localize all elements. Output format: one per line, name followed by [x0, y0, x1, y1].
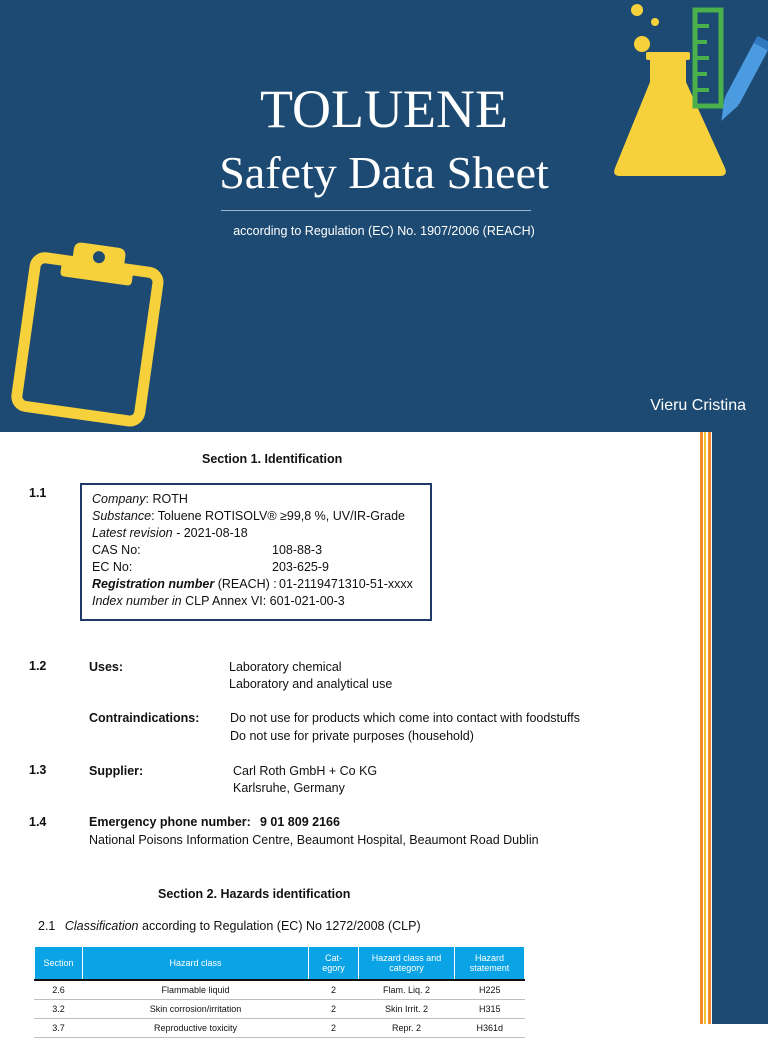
item-number-1-3: 1.3 — [29, 763, 47, 777]
side-panel — [712, 432, 768, 1024]
identification-box — [80, 483, 432, 621]
substance-label: Substance — [92, 509, 152, 523]
cell-hazard-class: Skin corrosion/irritation — [83, 1000, 309, 1019]
cell-class-and-category: Flam. Liq. 2 — [359, 980, 455, 1000]
cell-section: 2.6 — [35, 980, 83, 1000]
revision-label: Latest revision - — [92, 526, 181, 540]
index-label: Index number in — [92, 594, 182, 608]
company-value: : ROTH — [145, 492, 188, 506]
contraindications-label: Contraindications: — [89, 711, 200, 725]
uses-value-2: Laboratory and analytical use — [229, 677, 393, 691]
emergency-label: Emergency phone number: — [89, 815, 251, 829]
content-slide — [0, 432, 768, 1033]
supplier-value-1: Carl Roth GmbH + Co KG — [233, 764, 378, 778]
cas-value: 108-88-3 — [272, 543, 323, 557]
subtitle: according to Regulation (EC) No. 1907/2006 (REACH) — [233, 224, 535, 238]
title-slide — [0, 0, 768, 432]
supplier-label: Supplier: — [89, 764, 144, 778]
registration-suffix: (REACH) : — [214, 577, 277, 591]
cell-section: 3.7 — [35, 1019, 83, 1038]
contraindications-value-2: Do not use for private purposes (household) — [230, 729, 474, 743]
revision-value: 2021-08-18 — [180, 526, 248, 540]
cell-category: 2 — [309, 1000, 359, 1019]
table-row — [35, 1019, 525, 1038]
emergency-phone: 9 01 809 2166 — [260, 815, 340, 829]
cell-section: 3.2 — [35, 1000, 83, 1019]
title-divider — [221, 210, 531, 211]
classification-label: Classification — [64, 919, 139, 933]
cell-category: 2 — [309, 980, 359, 1000]
section-2-heading: Section 2. Hazards identification — [158, 887, 351, 901]
supplier-value-2: Karlsruhe, Germany — [233, 781, 345, 795]
title-line-1: TOLUENE — [260, 79, 508, 139]
cas-label: CAS No: — [92, 543, 141, 557]
header-category: Cat- egory — [309, 947, 359, 981]
registration-value: 01-2119471310-51-xxxx — [279, 577, 413, 591]
item-number-2-1: 2.1 — [38, 919, 56, 933]
header-hazard-class: Hazard class — [83, 947, 309, 981]
uses-value-1: Laboratory chemical — [229, 660, 342, 674]
header-section: Section — [35, 947, 83, 981]
cell-class-and-category: Repr. 2 — [359, 1019, 455, 1038]
cell-hazard-statement: H225 — [455, 980, 525, 1000]
title-line-2: Safety Data Sheet — [219, 147, 549, 198]
hazard-table — [34, 946, 525, 1038]
table-row — [35, 980, 525, 1000]
cell-hazard-class: Reproductive toxicity — [83, 1019, 309, 1038]
cell-category: 2 — [309, 1019, 359, 1038]
header-class-and-category: Hazard class and category — [359, 947, 455, 981]
table-row — [35, 1000, 525, 1019]
header-hazard-statement: Hazard statement — [455, 947, 525, 981]
item-number-1-1: 1.1 — [29, 486, 47, 500]
cell-hazard-statement: H315 — [455, 1000, 525, 1019]
ec-label: EC No: — [92, 560, 133, 574]
company-label: Company — [92, 492, 146, 506]
classification-rest: according to Regulation (EC) No 1272/2008 (CLP) — [138, 919, 421, 933]
contraindications-value-1: Do not use for products which come into contact with foodstuffs — [230, 711, 580, 725]
ec-value: 203-625-9 — [272, 560, 329, 574]
section-1-heading: Section 1. Identification — [202, 452, 343, 466]
cell-hazard-statement: H361d — [455, 1019, 525, 1038]
item-number-1-2: 1.2 — [29, 659, 47, 673]
item-number-1-4: 1.4 — [29, 815, 47, 829]
registration-label: Registration number — [92, 577, 215, 591]
cell-hazard-class: Flammable liquid — [83, 980, 309, 1000]
clipboard-icon — [0, 240, 170, 420]
substance-value: : Toluene ROTISOLV® ≥99,8 %, UV/IR-Grade — [151, 509, 405, 523]
index-value: CLP Annex VI: 601-021-00-3 — [181, 594, 345, 608]
poisons-centre: National Poisons Information Centre, Beaumont Hospital, Beaumont Road Dublin — [89, 833, 539, 847]
cell-class-and-category: Skin Irrit. 2 — [359, 1000, 455, 1019]
uses-label: Uses: — [89, 660, 124, 674]
author-name: Vieru Cristina — [650, 397, 746, 414]
